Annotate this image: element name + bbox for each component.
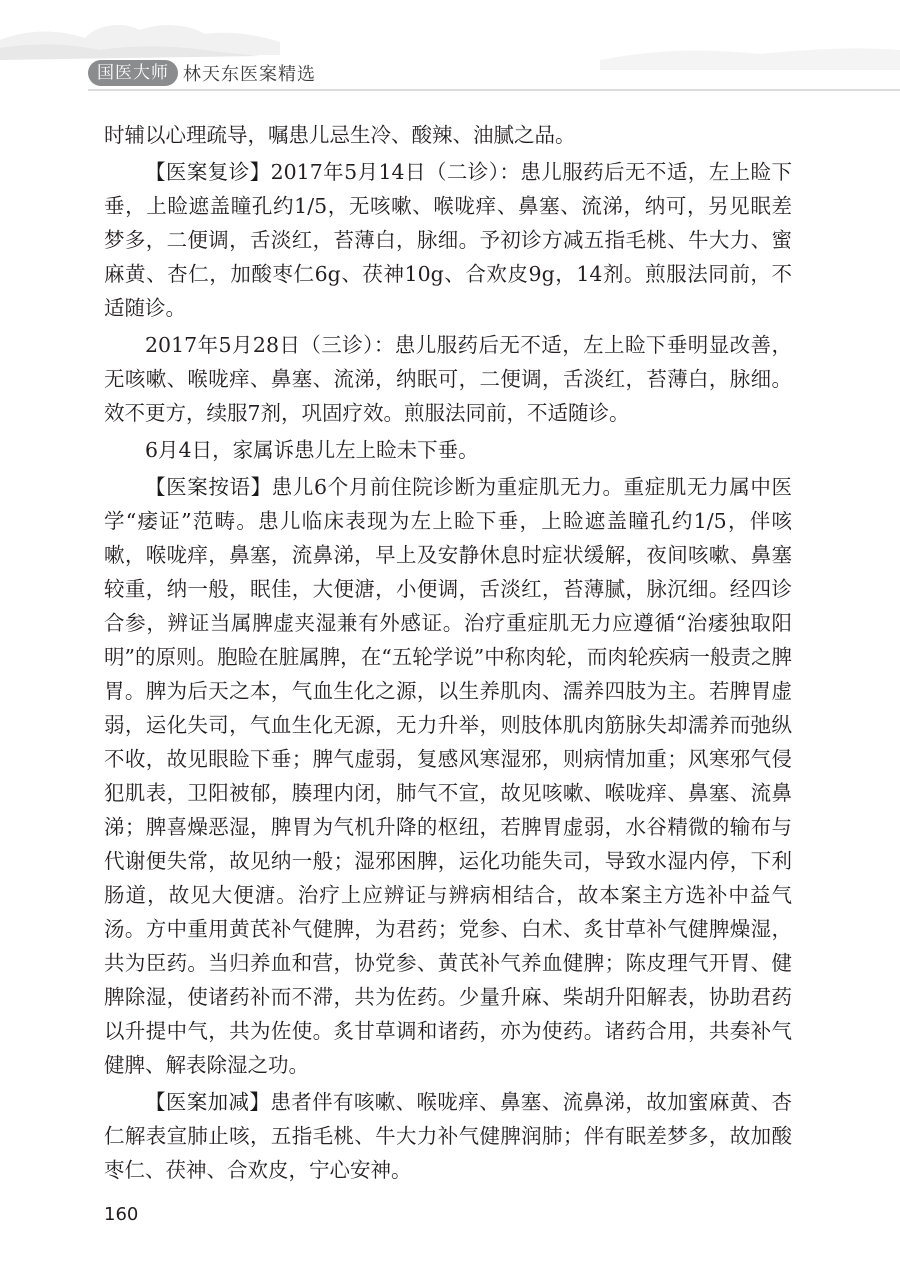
running-header: [88, 58, 316, 88]
book-title: 林天东医案精选: [183, 64, 316, 85]
paragraph-text: 患者伴有咳嗽、喉咙痒、鼻塞、流鼻涕，故加蜜麻黄、杏仁解表宣肺止咳，五指毛桃、牛大力补气健脾润肺；伴有眠差梦多，故加酸枣仁、茯神、合欢皮，宁心安神。: [104, 1090, 793, 1182]
paragraph-text: 2017年5月28日（三诊）：患儿服药后无不适，左上睑下垂明显改善，无咳嗽、喉咙痒、鼻塞、流涕，纳眠可，二便调，舌淡红，苔薄白，脉细。效不更方，续服7剂，巩固疗效。煎服法同前，不适随诊。: [104, 333, 792, 425]
section-tag-modification: 【医案加减】: [145, 1090, 271, 1114]
series-badge: 国医大师: [88, 60, 178, 86]
paragraph-1: [104, 118, 792, 152]
paragraph-text: 2017年5月14日（二诊）：患儿服药后无不适，左上睑下垂，上睑遮盖瞳孔约1/5，无咳嗽、喉咙痒、鼻塞、流涕，纳可，另见眠差梦多，二便调，舌淡红，苔薄白，脉细。予初诊方减五指毛桃、牛大力、蜜麻黄、杏仁，加酸枣仁6g、茯神10g、合欢皮9g，14剂。煎服法同前，不适随诊。: [104, 160, 792, 320]
paragraph-june-note: [104, 433, 792, 467]
paragraph-commentary: [104, 470, 792, 1082]
page-number: 160: [104, 1204, 139, 1225]
paragraph-followup: [104, 155, 792, 325]
paragraph-text: 时辅以心理疏导，嘱患儿忌生冷、酸辣、油腻之品。: [104, 123, 576, 147]
paragraph-text: 6月4日，家属诉患儿左上睑未下垂。: [145, 438, 479, 462]
paragraph-modification: [104, 1085, 792, 1187]
section-tag-commentary: 【医案按语】: [145, 475, 272, 499]
paragraph-text: 患儿6个月前住院诊断为重症肌无力。重症肌无力属中医学“痿证”范畴。患儿临床表现为左上睑下垂，上睑遮盖瞳孔约1/5，伴咳嗽，喉咙痒，鼻塞，流鼻涕，早上及安静休息时症状缓解，夜间咳嗽、鼻塞较重，纳一般，眠佳，大便溏，小便调，舌淡红，苔薄腻，脉沉细。经四诊合参，辨证当属脾虚夹湿兼有外感证。治疗重症肌无力应遵循“治痿独取阳明”的原则。胞睑在脏属脾，在“五轮学说”中称肉轮，而肉轮疾病一般责之脾胃。脾为后天之本，气血生化之源，以生养肌肉、濡养四肢为主。若脾胃虚弱，运化失司，气血生化无源，无力升举，则肢体肌肉筋脉失却濡养而弛纵不收，故见眼睑下垂；脾气虚弱，复感风寒湿邪，则病情加重；风寒邪气侵犯肌表，卫阳被郁，腠理内闭，肺气不宣，故见咳嗽、喉咙痒、鼻塞、流鼻涕；脾喜燥恶湿，脾胃为气机升降的枢纽，若脾胃虚弱，水谷精微的输布与代谢便失常，故见纳一般；湿邪困脾，运化功能失司，导致水湿内停，下利肠道，故见大便溏。治疗上应辨证与辨病相结合，故本案主方选补中益气汤。方中重用黄芪补气健脾，为君药；党参、白术、炙甘草补气健脾燥湿，共为臣药。当归养血和营，协党参、黄芪补气养血健脾；陈皮理气开胃、健脾除湿，使诸药补而不滞，共为佐药。少量升麻、柴胡升阳解表，协助君药以升提中气，共为佐使。炙甘草调和诸药，亦为使药。诸药合用，共奏补气健脾、解表除湿之功。: [104, 475, 793, 1077]
section-tag-followup: 【医案复诊】: [145, 160, 271, 184]
paragraph-third-visit: [104, 328, 792, 430]
body-text: [104, 118, 792, 1190]
